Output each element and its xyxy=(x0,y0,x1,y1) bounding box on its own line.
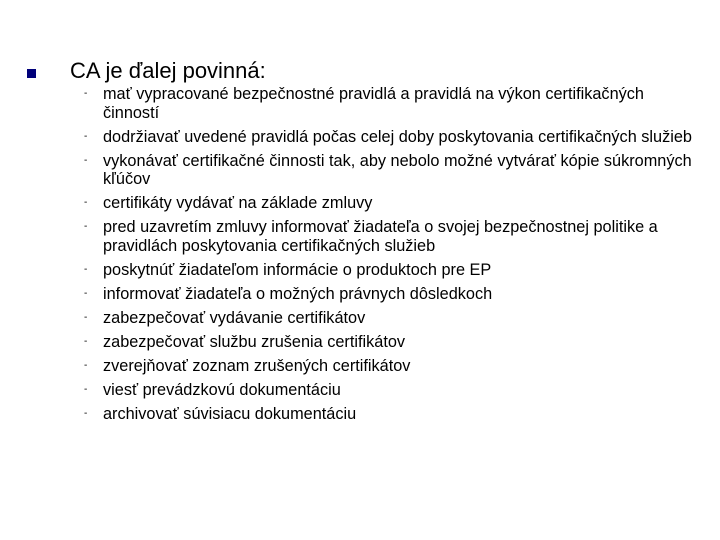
list-item xyxy=(84,333,694,352)
list-item-text: vykonávať certifikačné činnosti tak, aby nebolo možné vytvárať kópie súkromných kľúčov xyxy=(103,151,692,188)
dash-bullet-icon: - xyxy=(84,197,88,208)
list-item-text: poskytnúť žiadateľom informácie o produktoch pre EP xyxy=(103,260,492,279)
list-item xyxy=(84,152,694,189)
list-item xyxy=(84,128,694,147)
list-item-text: informovať žiadateľa o možných právnych dôsledkoch xyxy=(103,284,493,303)
list-item-text: zverejňovať zoznam zrušených certifikátov xyxy=(103,356,411,375)
list-item-text: mať vypracované bezpečnostné pravidlá a pravidlá na výkon certifikačných činností xyxy=(103,85,644,122)
list-item-text: archivovať súvisiacu dokumentáciu xyxy=(103,404,357,423)
list-item-text: certifikáty vydávať na základe zmluvy xyxy=(103,194,373,212)
slide-heading: CA je ďalej povinná: xyxy=(70,58,266,83)
dash-bullet-icon: - xyxy=(84,359,88,371)
list-item-text: dodržiavať uvedené pravidlá počas celej doby poskytovania certifikačných služieb xyxy=(103,127,692,146)
list-item xyxy=(84,194,694,213)
dash-bullet-icon: - xyxy=(84,287,88,299)
list-item xyxy=(84,218,694,255)
dash-bullet-icon: - xyxy=(84,263,88,275)
obligations-list xyxy=(84,85,694,429)
square-bullet-icon xyxy=(27,69,36,78)
list-item xyxy=(84,85,694,122)
dash-bullet-icon: - xyxy=(84,221,88,232)
list-item-text: pred uzavretím zmluvy informovať žiadateľa o svojej bezpečnostnej politike a pravidlách poskytovania certifikačných služieb xyxy=(103,218,658,255)
dash-bullet-icon: - xyxy=(84,88,88,99)
dash-bullet-icon: - xyxy=(84,407,88,419)
list-item xyxy=(84,261,694,280)
dash-bullet-icon: - xyxy=(84,383,88,395)
list-item-text: zabezpečovať službu zrušenia certifikátov xyxy=(103,332,406,351)
list-item xyxy=(84,405,694,424)
list-item-text: viesť prevádzkovú dokumentáciu xyxy=(103,380,341,399)
list-item xyxy=(84,285,694,304)
list-item xyxy=(84,381,694,400)
list-item-text: zabezpečovať vydávanie certifikátov xyxy=(103,308,366,327)
list-item xyxy=(84,357,694,376)
dash-bullet-icon: - xyxy=(84,311,88,323)
dash-bullet-icon: - xyxy=(84,130,88,142)
dash-bullet-icon: - xyxy=(84,335,88,347)
dash-bullet-icon: - xyxy=(84,154,88,166)
list-item xyxy=(84,309,694,328)
